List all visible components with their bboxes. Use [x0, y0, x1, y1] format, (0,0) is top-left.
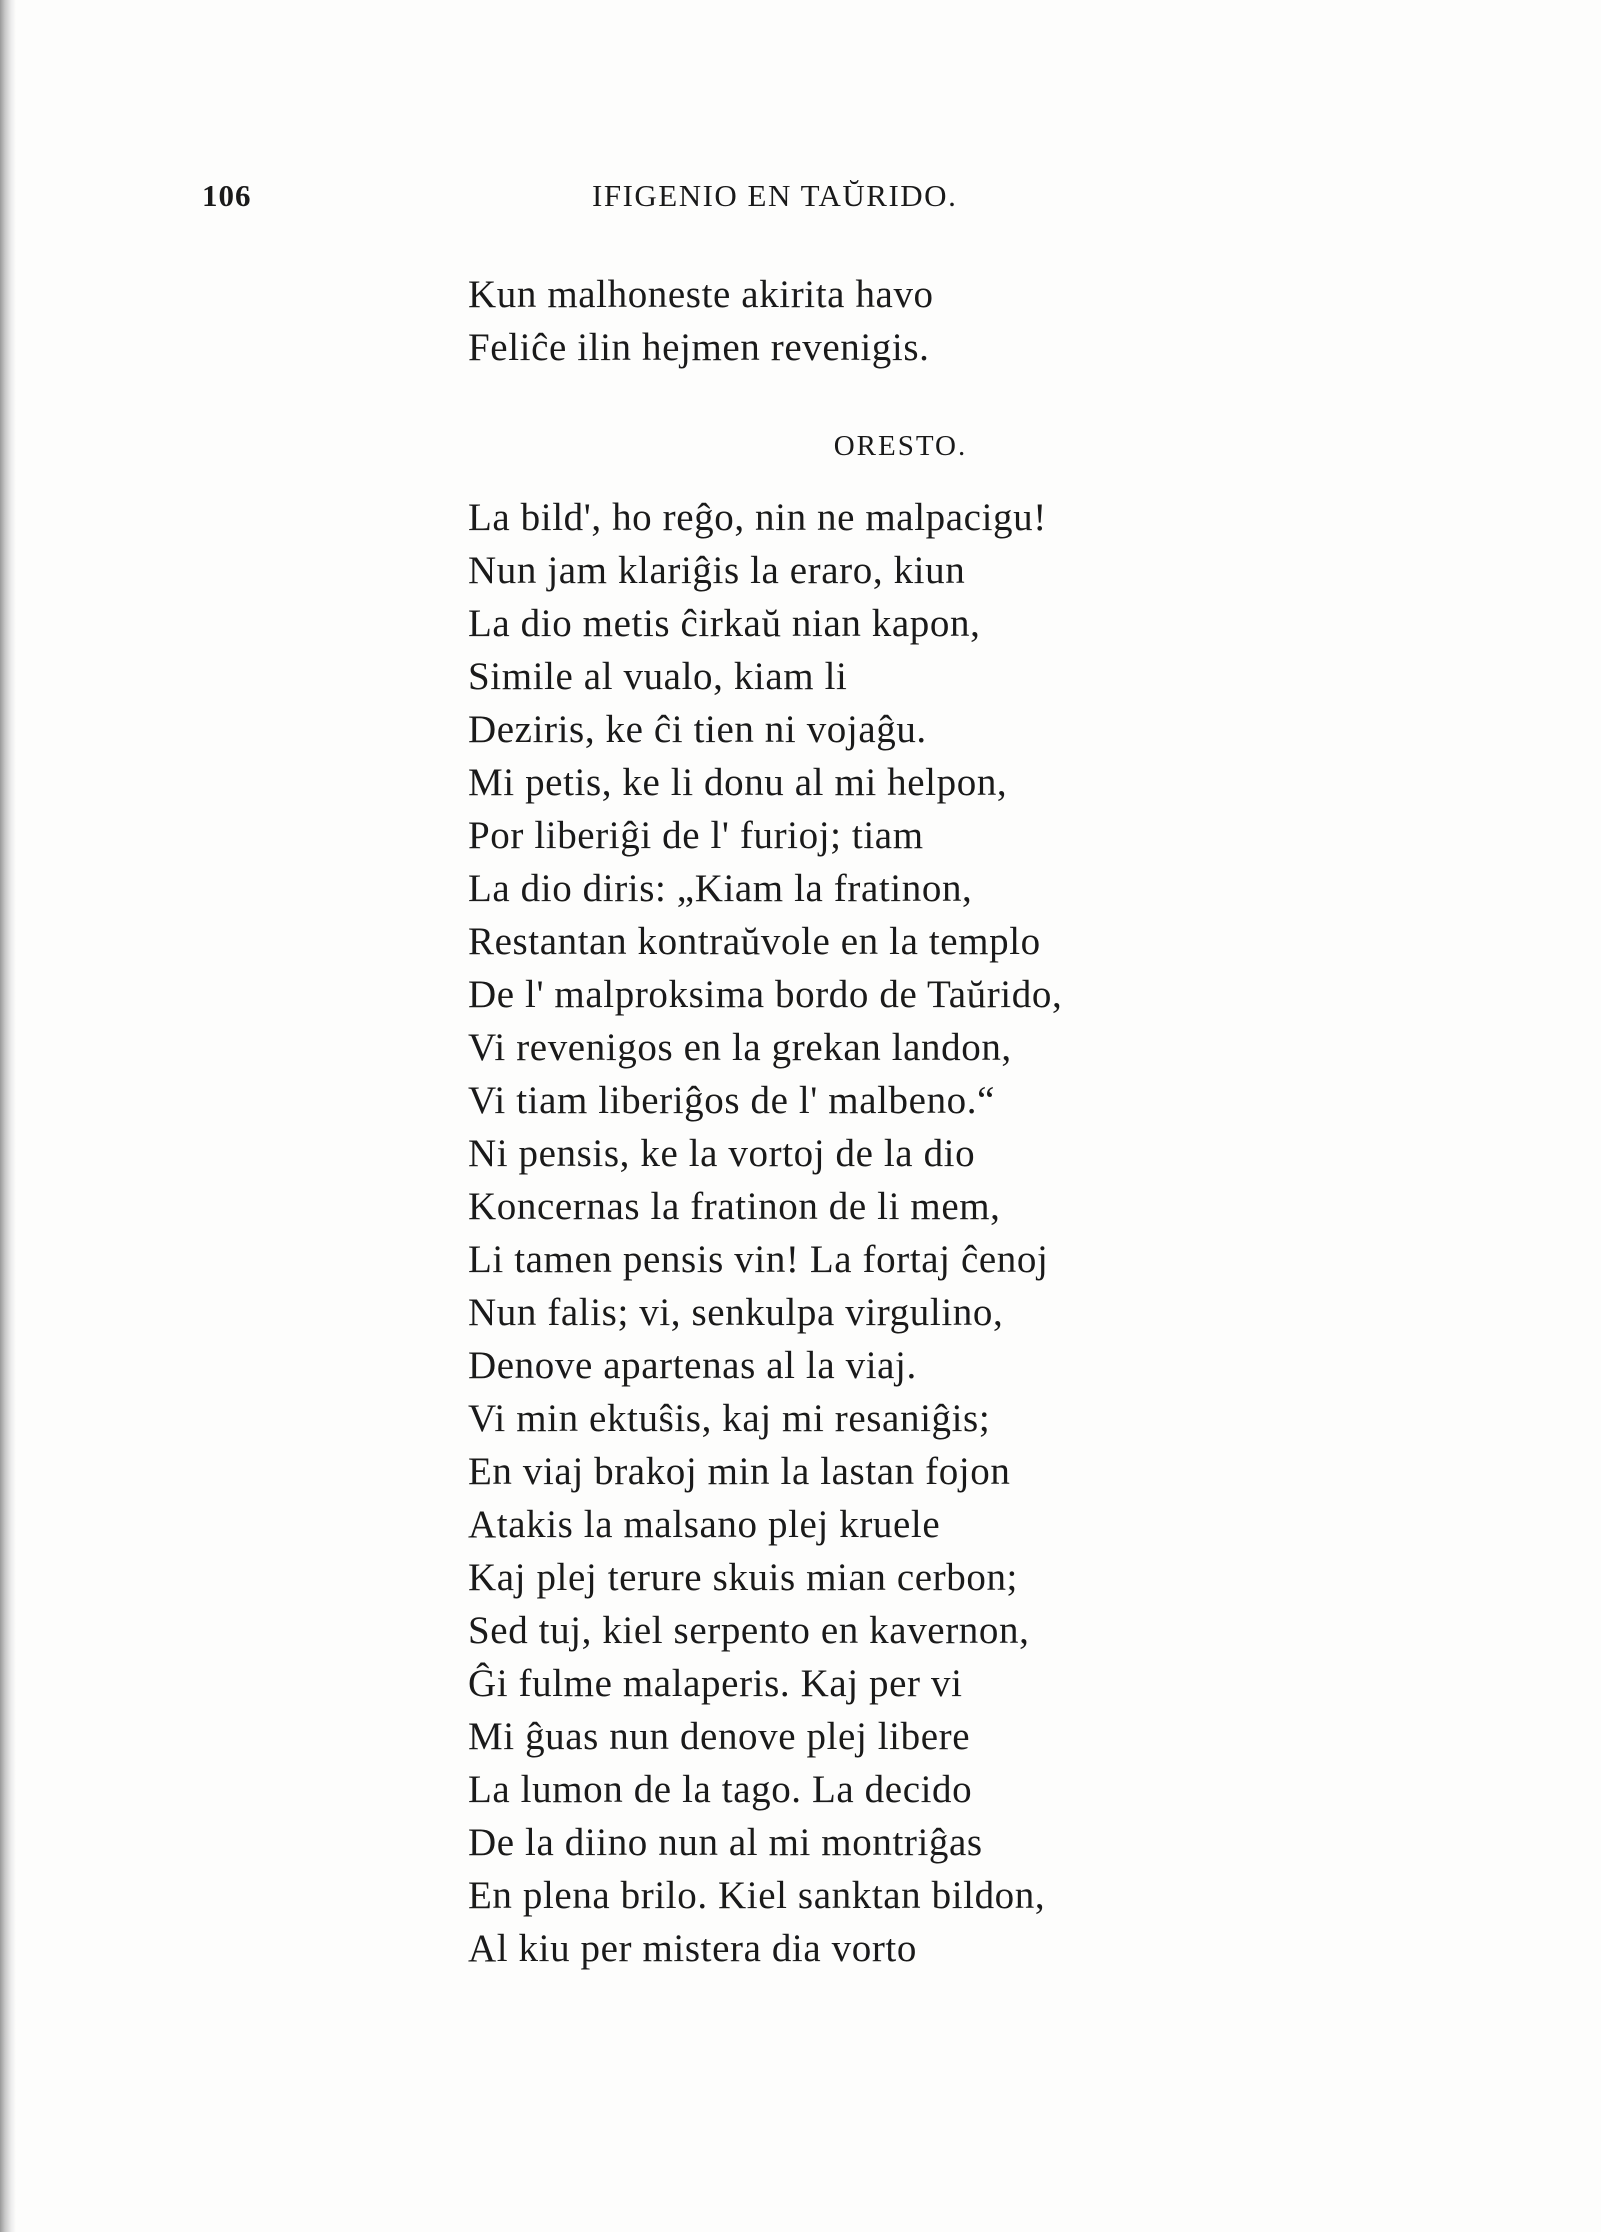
- speaker-name: ORESTO.: [833, 430, 968, 462]
- verse-line: Nun jam klariĝis la eraro, kiun: [468, 549, 966, 592]
- verse-line: Deziris, ke ĉi tien ni vojaĝu.: [468, 708, 927, 751]
- verse-line: Vi min ektuŝis, kaj mi resaniĝis;: [468, 1397, 991, 1440]
- verse-line: La bild', ho reĝo, nin ne malpacigu!: [468, 496, 1047, 539]
- verse-line: Sed tuj, kiel serpento en kavernon,: [468, 1609, 1030, 1652]
- verse-line: Mi petis, ke li donu al mi helpon,: [468, 761, 1008, 804]
- verse-line: Li tamen pensis vin! La fortaj ĉenoj: [468, 1238, 1049, 1281]
- verse-line: Restantan kontraŭvole en la templo: [468, 920, 1041, 963]
- verse-line: De l' malproksima bordo de Taŭrido,: [468, 973, 1063, 1016]
- verse-line: Mi ĝuas nun denove plej libere: [468, 1715, 971, 1758]
- verse-line: Koncernas la fratinon de li mem,: [468, 1185, 1001, 1228]
- page-binding-edge: [0, 0, 16, 2232]
- verse-line: En viaj brakoj min la lastan fojon: [468, 1450, 1011, 1493]
- verse-line: Nun falis; vi, senkulpa virgulino,: [468, 1291, 1004, 1334]
- verse-line: Kun malhoneste akirita havo: [468, 273, 934, 316]
- verse-line: De la diino nun al mi montriĝas: [468, 1821, 983, 1864]
- running-title: IFIGENIO EN TAŬRIDO.: [592, 178, 958, 213]
- verse-line: La dio metis ĉirkaŭ nian kapon,: [468, 602, 981, 645]
- verse-line: Kaj plej terure skuis mian cerbon;: [468, 1556, 1018, 1599]
- verse-line: Simile al vualo, kiam li: [468, 655, 848, 698]
- verse-line: Al kiu per mistera dia vorto: [468, 1927, 917, 1970]
- verse-line: Vi revenigos en la grekan landon,: [468, 1026, 1012, 1069]
- verse-line: En plena brilo. Kiel sanktan bildon,: [468, 1874, 1046, 1917]
- verse-line: Feliĉe ilin hejmen revenigis.: [468, 326, 930, 369]
- speech-verse-block: [468, 491, 1062, 1975]
- page-header: [0, 178, 1601, 226]
- verse-line: La lumon de la tago. La decido: [468, 1768, 973, 1811]
- verse-line: Denove apartenas al la viaj.: [468, 1344, 917, 1387]
- verse-line: Vi tiam liberiĝos de l' malbeno.“: [468, 1079, 996, 1122]
- page-number: 106: [202, 178, 252, 213]
- opening-verse-block: [468, 268, 934, 374]
- verse-line: Por liberiĝi de l' furioj; tiam: [468, 814, 924, 857]
- verse-line: Ni pensis, ke la vortoj de la dio: [468, 1132, 976, 1175]
- verse-line: La dio diris: „Kiam la fratinon,: [468, 867, 973, 910]
- verse-line: Ĝi fulme malaperis. Kaj per vi: [468, 1662, 963, 1705]
- verse-line: Atakis la malsano plej kruele: [468, 1503, 941, 1546]
